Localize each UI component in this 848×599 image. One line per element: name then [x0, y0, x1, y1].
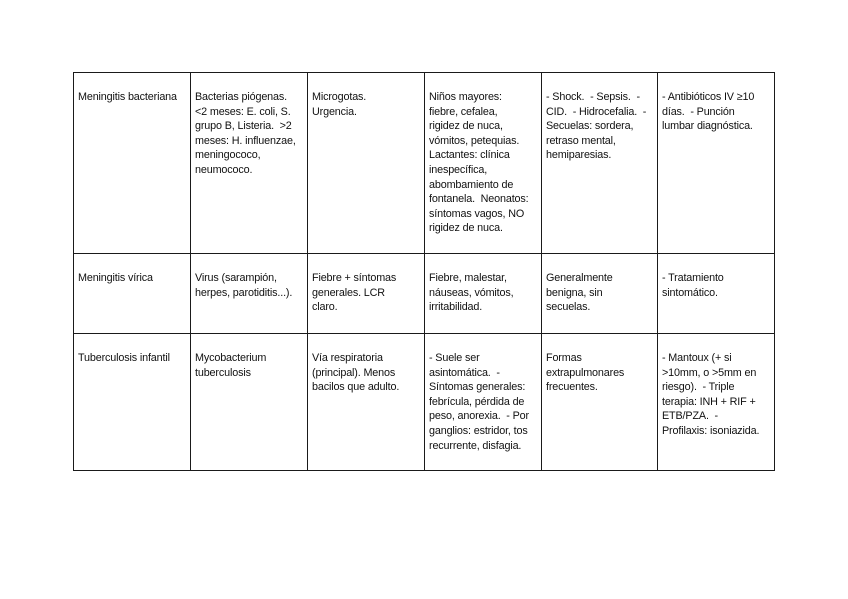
table-cell: Formas extrapulmonares frecuentes. — [542, 334, 658, 471]
table-cell: - Tratamiento sintomático. — [658, 254, 775, 334]
table-cell: - Antibióticos IV ≥10 días. - Punción lumbar diagnóstica. — [658, 73, 775, 254]
table-cell: - Suele ser asintomática. - Síntomas generales: febrícula, pérdida de peso, anorexia. - Por ganglios: estridor, tos recurrente, disfagia. — [425, 334, 542, 471]
table-cell: Fiebre + síntomas generales. LCR claro. — [308, 254, 425, 334]
table-cell-disease-name: Tuberculosis infantil — [74, 334, 191, 471]
table-cell: - Mantoux (+ si >10mm, o >5mm en riesgo). - Triple terapia: INH + RIF + ETB/PZA. - Profilaxis: isoniazida. — [658, 334, 775, 471]
table-cell: Microgotas. Urgencia. — [308, 73, 425, 254]
table-cell: Vía respiratoria (principal). Menos bacilos que adulto. — [308, 334, 425, 471]
disease-table — [73, 72, 775, 471]
table-cell: Fiebre, malestar, náuseas, vómitos, irritabilidad. — [425, 254, 542, 334]
table-cell-disease-name: Meningitis vírica — [74, 254, 191, 334]
table-cell: Virus (sarampión, herpes, parotiditis...). — [191, 254, 308, 334]
table-cell: Bacterias piógenas. <2 meses: E. coli, S. grupo B, Listeria. >2 meses: H. influenzae, meningococo, neumococo. — [191, 73, 308, 254]
table-cell-disease-name: Meningitis bacteriana — [74, 73, 191, 254]
table-cell: Mycobacterium tuberculosis — [191, 334, 308, 471]
table-cell: - Shock. - Sepsis. - CID. - Hidrocefalia. - Secuelas: sordera, retraso mental, hemiparesias. — [542, 73, 658, 254]
table-cell: Generalmente benigna, sin secuelas. — [542, 254, 658, 334]
table-cell: Niños mayores: fiebre, cefalea, rigidez de nuca, vómitos, petequias. Lactantes: clínica inespecífica, abombamiento de fontanela. Neonatos: síntomas vagos, NO rigidez de nuca. — [425, 73, 542, 254]
